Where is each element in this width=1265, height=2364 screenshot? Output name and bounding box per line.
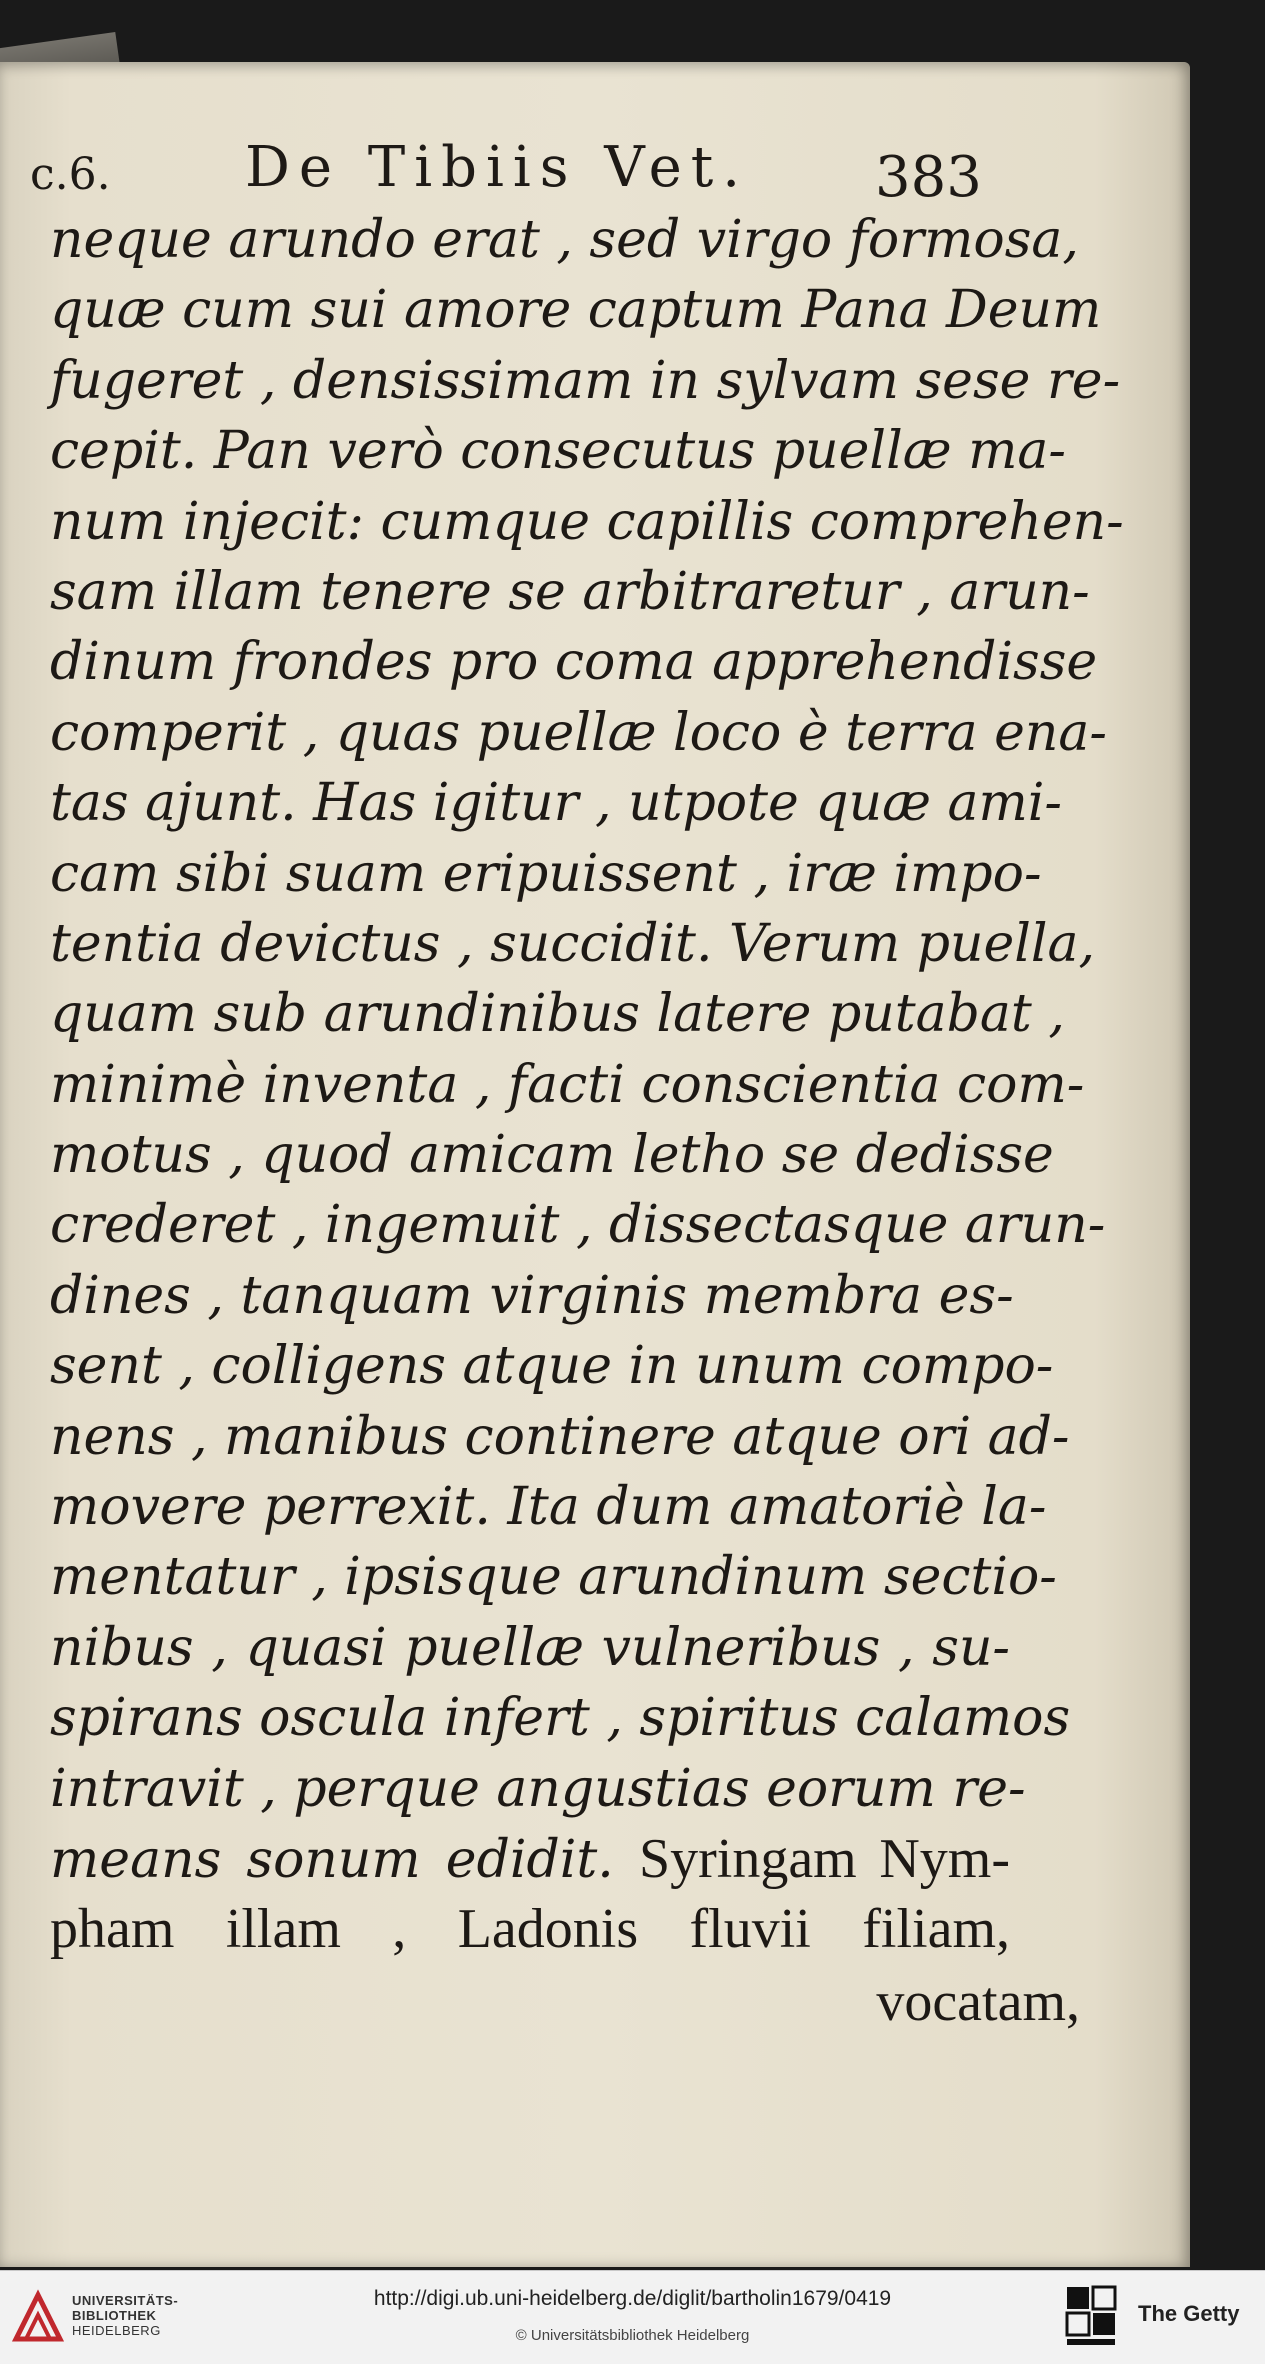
roman-text: Syringam Nym- bbox=[638, 1827, 1010, 1890]
italic-text: crederet , ingemuit , dissectasque arun- bbox=[50, 1195, 1106, 1256]
text-line bbox=[50, 1190, 1106, 1260]
text-line bbox=[50, 1824, 1010, 1894]
text-line bbox=[50, 698, 1107, 768]
italic-text: spirans oscula infert , spiritus calamos bbox=[50, 1688, 1071, 1749]
page-number: 383 bbox=[875, 145, 982, 210]
roman-text: pham illam , Ladonis fluvii filiam, bbox=[50, 1898, 1010, 1961]
italic-text: comperit , quas puellæ loco è terra ena- bbox=[50, 702, 1107, 763]
text-line bbox=[50, 1050, 1085, 1120]
text-line bbox=[50, 487, 1124, 557]
text-line bbox=[50, 627, 1098, 697]
italic-text: sent , colligens atque in unum compo- bbox=[50, 1336, 1054, 1397]
running-title: De Tibiis Vet. bbox=[245, 135, 750, 200]
italic-text: means sonum edidit. bbox=[50, 1829, 639, 1890]
italic-text: quam sub arundinibus latere putabat , bbox=[50, 984, 1065, 1045]
italic-text: sam illam tenere se arbitraretur , arun- bbox=[50, 561, 1090, 622]
viewer-footer bbox=[0, 2270, 1265, 2364]
italic-text: cepit. Pan verò consecutus puellæ ma- bbox=[50, 421, 1066, 482]
text-line bbox=[50, 768, 1062, 838]
partner-name: The Getty bbox=[1138, 2301, 1240, 2326]
italic-text: neque arundo erat , sed virgo formosa, bbox=[50, 210, 1079, 270]
italic-text: dinum frondes pro coma apprehendisse bbox=[50, 632, 1098, 693]
text-line bbox=[50, 1542, 1057, 1612]
text-line bbox=[50, 909, 1096, 979]
text-line bbox=[50, 1261, 1014, 1331]
text-line bbox=[50, 1331, 1054, 1401]
text-line bbox=[50, 346, 1121, 416]
text-line bbox=[50, 1683, 1071, 1753]
running-head bbox=[30, 135, 1030, 215]
italic-text: motus , quod amicam letho se dedisse bbox=[50, 1125, 1054, 1186]
text-line bbox=[50, 1613, 1010, 1683]
italic-text: movere perrexit. Ita dum amatoriè la- bbox=[50, 1477, 1047, 1538]
body-text bbox=[50, 205, 1124, 1965]
text-line bbox=[50, 1402, 1070, 1472]
text-line bbox=[50, 275, 1102, 345]
copyright-notice: © Universitätsbibliothek Heidelberg bbox=[515, 2327, 750, 2344]
italic-text: nens , manibus continere atque ori ad- bbox=[50, 1406, 1070, 1467]
italic-text: num injecit: cumque capillis comprehen- bbox=[50, 491, 1124, 552]
text-line bbox=[50, 557, 1090, 627]
italic-text: tas ajunt. Has igitur , utpote quæ ami- bbox=[50, 773, 1062, 834]
italic-text: nibus , quasi puellæ vulneribus , su- bbox=[50, 1617, 1010, 1678]
chapter-reference: c.6. bbox=[30, 149, 111, 200]
text-line bbox=[50, 205, 1079, 275]
italic-text: tentia devictus , succidit. Verum puella, bbox=[50, 913, 1096, 974]
text-line bbox=[50, 979, 1065, 1049]
catchword: vocatam, bbox=[876, 1971, 1080, 2033]
permalink-url[interactable]: http://digi.ub.uni-heidelberg.de/diglit/bartholin1679/0419 bbox=[373, 2287, 892, 2310]
italic-text: cam sibi suam eripuissent , iræ impo- bbox=[50, 843, 1042, 904]
getty-logo-icon bbox=[1065, 2285, 1117, 2347]
italic-text: dines , tanquam virginis membra es- bbox=[50, 1265, 1014, 1326]
text-line bbox=[50, 1120, 1054, 1190]
italic-text: fugeret , densissimam in sylvam sese re- bbox=[50, 350, 1121, 411]
italic-text: quæ cum sui amore captum Pana Deum bbox=[50, 280, 1102, 341]
italic-text: minimè inventa , facti conscientia com- bbox=[50, 1054, 1085, 1115]
text-line bbox=[50, 1472, 1047, 1542]
text-line bbox=[50, 1894, 1010, 1964]
text-line bbox=[50, 1754, 1026, 1824]
text-line bbox=[50, 416, 1066, 486]
library-name: UNIVERSITÄTS- BIBLIOTHEK HEIDELBERG bbox=[72, 2293, 179, 2338]
italic-text: mentatur , ipsisque arundinum sectio- bbox=[50, 1547, 1057, 1608]
text-line bbox=[50, 839, 1042, 909]
italic-text: intravit , perque angustias eorum re- bbox=[50, 1758, 1026, 1819]
